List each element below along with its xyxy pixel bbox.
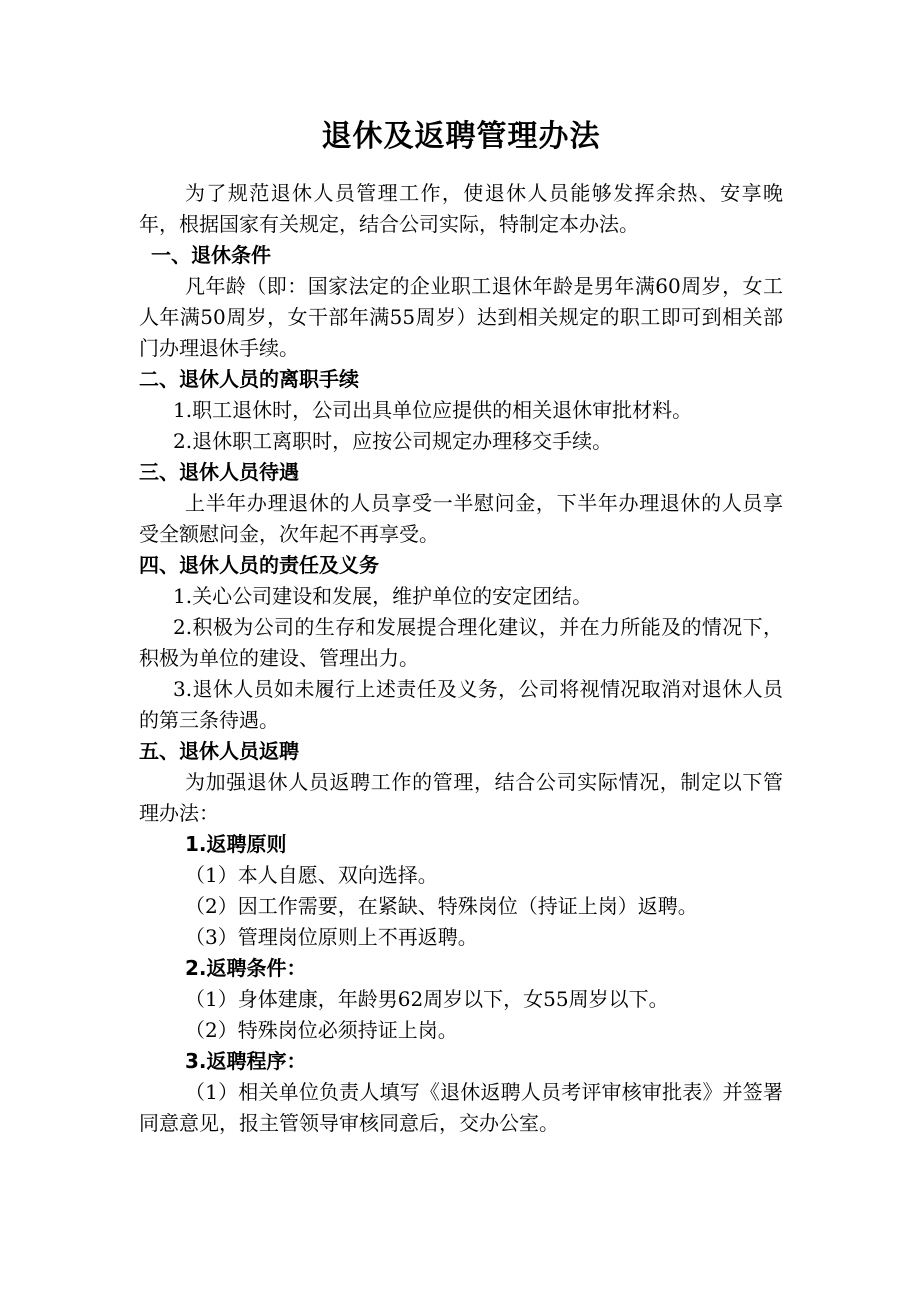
resignation-item-1: 1.职工退休时，公司出具单位应提供的相关退休审批材料。	[173, 398, 693, 422]
rehire-paragraph: 为加强退休人员返聘工作的管理，结合公司实际情况，制定以下管理办法：	[139, 770, 783, 825]
rehire-principles-heading: 1.返聘原则	[185, 832, 287, 856]
rehire-principle-item-2: （2）因工作需要，在紧缺、特殊岗位（持证上岗）返聘。	[185, 894, 698, 918]
rehire-procedure-item-1: （1）相关单位负责人填写《退休返聘人员考评审核审批表》并签署同意意见，报主管领导审核同意后，交办公室。	[139, 1080, 783, 1135]
rehire-condition-item-1: （1）身体建康，年龄男62周岁以下，女55周岁以下。	[185, 987, 669, 1011]
intro-paragraph: 为了规范退休人员管理工作，使退休人员能够发挥余热、安享晚年，根据国家有关规定，结合公司实际，特制定本办法。	[139, 181, 783, 236]
responsibility-item-2: 2.积极为公司的生存和发展提合理化建议，并在力所能及的情况下，积极为单位的建设、管理出力。	[139, 615, 783, 670]
rehire-conditions-heading: 2.返聘条件：	[185, 956, 307, 980]
document-page	[139, 112, 783, 1139]
responsibility-item-1: 1.关心公司建设和发展，维护单位的安定团结。	[173, 584, 593, 608]
rehire-procedure-heading: 3.返聘程序：	[185, 1049, 307, 1073]
rehire-principle-item-1: （1）本人自愿、双向选择。	[185, 863, 438, 887]
section-heading-rehire: 五、退休人员返聘	[139, 739, 299, 763]
responsibility-item-3: 3.退休人员如未履行上述责任及义务，公司将视情况取消对退休人员的第三条待遇。	[139, 677, 783, 732]
resignation-item-2: 2.退休职工离职时，应按公司规定办理移交手续。	[173, 429, 613, 453]
section-heading-retirement-conditions: 一、退休条件	[151, 243, 271, 267]
retiree-benefits-paragraph: 上半年办理退休的人员享受一半慰问金，下半年办理退休的人员享受全额慰问金，次年起不再享受。	[139, 491, 783, 546]
rehire-condition-item-2: （2）特殊岗位必须持证上岗。	[185, 1018, 458, 1042]
section-heading-responsibilities: 四、退休人员的责任及义务	[139, 553, 379, 577]
rehire-principle-item-3: （3）管理岗位原则上不再返聘。	[185, 925, 478, 949]
section-heading-resignation-procedures: 二、退休人员的离职手续	[139, 367, 359, 391]
document-title: 退休及返聘管理办法	[321, 119, 601, 154]
section-heading-retiree-benefits: 三、退休人员待遇	[139, 460, 299, 484]
retirement-conditions-paragraph: 凡年龄（即：国家法定的企业职工退休年龄是男年满60周岁，女工人年满50周岁，女干部年满55周岁）达到相关规定的职工即可到相关部门办理退休手续。	[139, 274, 783, 360]
